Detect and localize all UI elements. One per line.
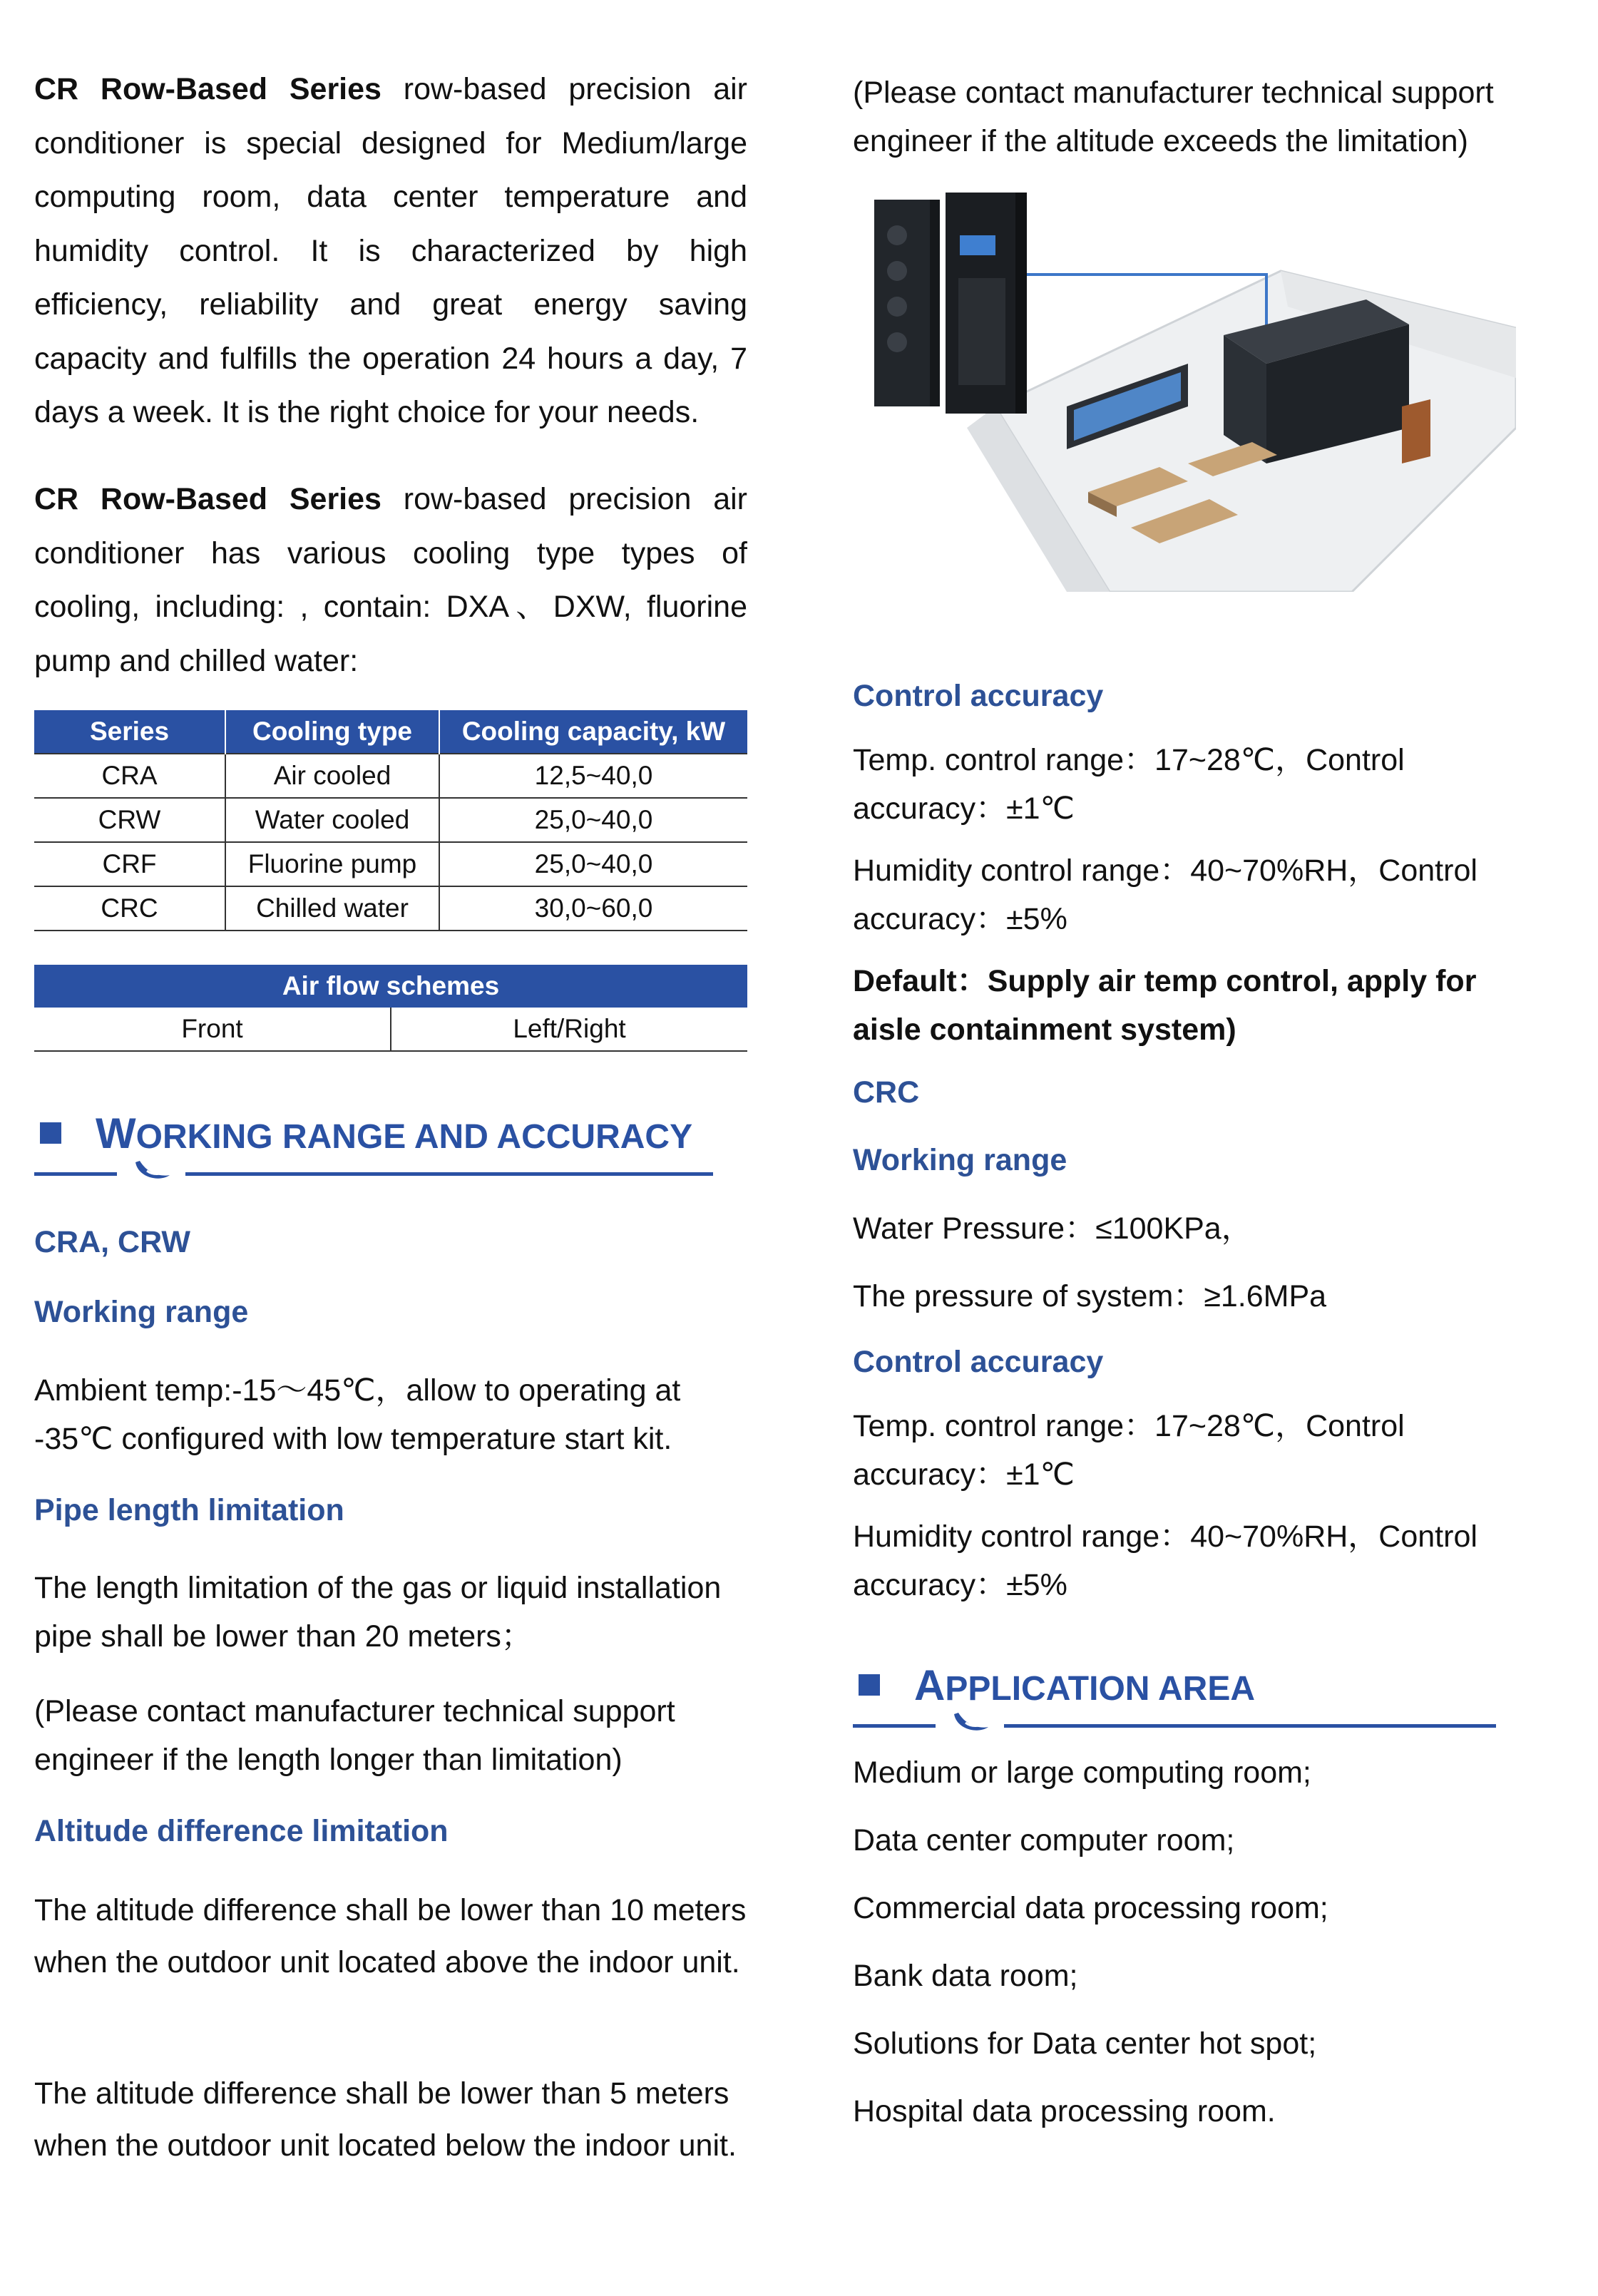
cra-crw-title: CRA, CRW — [34, 1225, 190, 1259]
series-cell: CRW — [34, 798, 225, 842]
cooling-type-cell: Fluorine pump — [225, 842, 439, 886]
default-note: Default：Supply air temp control, apply for aisle containment system) — [853, 964, 1477, 1047]
header-series: Series — [34, 710, 225, 754]
temp-control-text-crc: Temp. control range：17~28℃，Control accuracy：±1℃ — [853, 1409, 1405, 1492]
cooling-type-cell: Water cooled — [225, 798, 439, 842]
wave-icon — [131, 1157, 174, 1188]
airflow-leftright-cell: Left/Right — [391, 1008, 747, 1051]
product-name: CR Row-Based Series — [34, 482, 381, 516]
temp-control-text: Temp. control range：17~28℃，Control accuracy：±1℃ — [853, 743, 1405, 826]
ambient-temp-text: Ambient temp:-15～45℃，allow to operating at -35℃ configured with low temperature start kit. — [34, 1373, 681, 1456]
table-row — [34, 798, 747, 842]
water-pressure-text: Water Pressure：≤100KPa， — [853, 1211, 1252, 1246]
section-working-range-heading — [34, 1109, 719, 1191]
capacity-cell: 25,0~40,0 — [439, 842, 747, 886]
cooling-type-cell: Chilled water — [225, 886, 439, 931]
divider-line — [853, 1724, 936, 1728]
altitude-text-2: The altitude difference shall be lower than 5 meters when the outdoor unit located below the indoor unit. — [34, 2076, 737, 2163]
list-item: Hospital data processing room. — [853, 2094, 1276, 2128]
pipe-length-note: (Please contact manufacturer technical support engineer if the length longer than limitation) — [34, 1694, 675, 1777]
system-pressure-text: The pressure of system：≥1.6MPa — [853, 1279, 1327, 1313]
intro-text-1: row-based precision air conditioner is special designed for Medium/large computing room, data center temperature and humidity control. It is characterized by high efficiency, reliability and great energy saving capacity and fulfills the operation 24 hours a day, 7 days a week. It is the right choice for your needs. — [34, 72, 747, 429]
humidity-control-text-crc: Humidity control range：40~70%RH，Control accuracy：±5% — [853, 1519, 1477, 1602]
pipe-length-title: Pipe length limitation — [34, 1493, 344, 1527]
table-row — [34, 754, 747, 798]
working-range-title-crc: Working range — [853, 1143, 1067, 1177]
wave-icon — [950, 1708, 993, 1740]
pipe-length-text: The length limitation of the gas or liquid installation pipe shall be lower than 20 meters； — [34, 1571, 722, 1654]
series-cell: CRC — [34, 886, 225, 931]
table-header-row — [34, 710, 747, 754]
capacity-cell: 30,0~60,0 — [439, 886, 747, 931]
table-row — [34, 886, 747, 931]
series-cell: CRF — [34, 842, 225, 886]
series-table — [34, 710, 747, 931]
divider-line — [34, 1172, 117, 1176]
header-airflow: Air flow schemes — [34, 965, 747, 1008]
table-header-row — [34, 965, 747, 1008]
divider-line — [185, 1172, 713, 1176]
airflow-table — [34, 965, 747, 1052]
control-accuracy-title-crc: Control accuracy — [853, 1345, 1104, 1379]
list-item: Solutions for Data center hot spot; — [853, 2026, 1317, 2061]
altitude-title: Altitude difference limitation — [34, 1814, 449, 1848]
product-name: CR Row-Based Series — [34, 72, 381, 106]
working-range-title: Working range — [34, 1295, 249, 1329]
list-item: Data center computer room; — [853, 1823, 1235, 1857]
section-title: WORKING RANGE AND ACCURACY — [96, 1109, 693, 1157]
square-bullet-icon — [859, 1674, 880, 1696]
altitude-note: (Please contact manufacturer technical support engineer if the altitude exceeds the limitation) — [853, 76, 1494, 158]
header-cooling-capacity: Cooling capacity, kW — [439, 710, 747, 754]
intro-text-2: row-based precision air conditioner has various cooling type types of cooling, including: , contain: DXA、DXW, fluorine pump and chilled water: — [34, 482, 747, 678]
header-cooling-type: Cooling type — [225, 710, 439, 754]
list-item: Medium or large computing room; — [853, 1756, 1311, 1790]
humidity-control-text: Humidity control range：40~70%RH，Control accuracy：±5% — [853, 854, 1477, 936]
airflow-front-cell: Front — [34, 1008, 391, 1051]
control-accuracy-title: Control accuracy — [853, 679, 1104, 713]
capacity-cell: 12,5~40,0 — [439, 754, 747, 798]
crc-title: CRC — [853, 1075, 920, 1109]
data-center-illustration — [853, 193, 1516, 592]
list-item: Commercial data processing room; — [853, 1891, 1328, 1925]
section-application-heading — [853, 1661, 1495, 1743]
capacity-cell: 25,0~40,0 — [439, 798, 747, 842]
list-item: Bank data room; — [853, 1959, 1078, 1993]
cooling-type-cell: Air cooled — [225, 754, 439, 798]
table-row — [34, 842, 747, 886]
square-bullet-icon — [40, 1122, 61, 1144]
table-row — [34, 1008, 747, 1051]
altitude-text-1: The altitude difference shall be lower than 10 meters when the outdoor unit located above the indoor unit. — [34, 1893, 747, 1979]
section-title: APPLICATION AREA — [914, 1661, 1256, 1709]
divider-line — [1004, 1724, 1496, 1728]
series-cell: CRA — [34, 754, 225, 798]
intro-paragraph-1 — [34, 63, 747, 440]
intro-paragraph-2 — [34, 473, 747, 688]
